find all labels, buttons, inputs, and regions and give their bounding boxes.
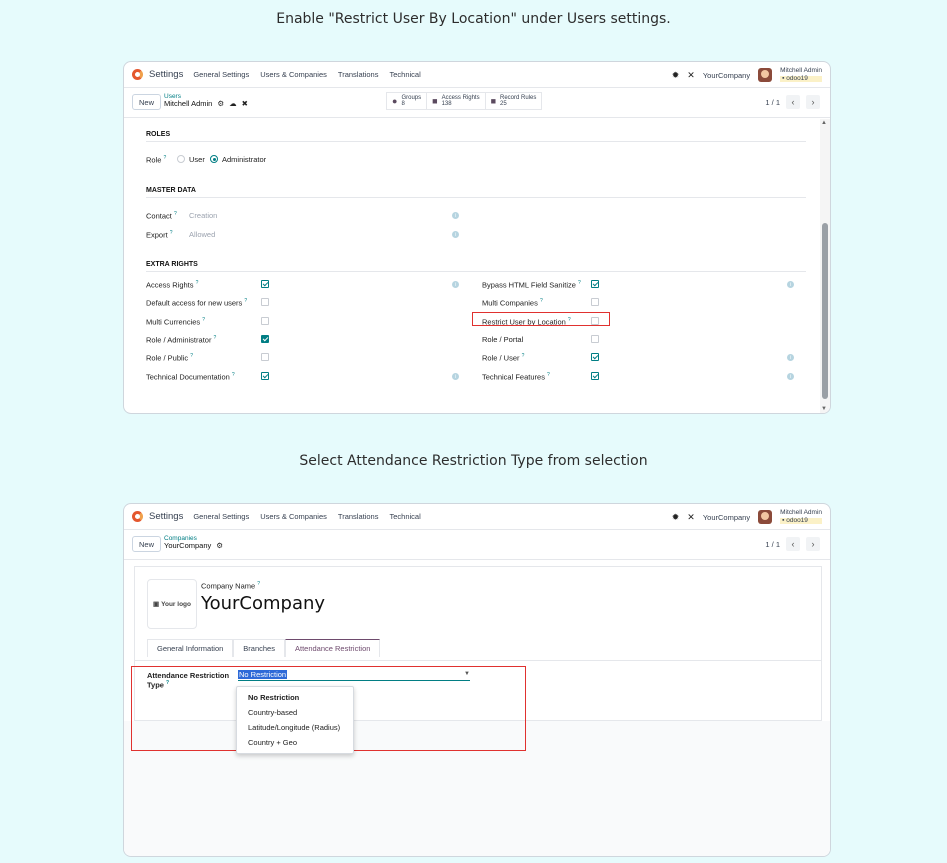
database-name: odoo19 — [786, 516, 808, 524]
section-divider — [146, 141, 806, 142]
restrict-user-by-location-label-text: Restrict User by Location — [482, 317, 566, 327]
smart-buttons — [386, 92, 542, 110]
technical-features-label-text: Technical Features — [482, 372, 545, 382]
tab-general-information[interactable]: General Information — [147, 639, 233, 657]
section-master-data-title: MASTER DATA — [146, 187, 196, 194]
technical-features-checkbox[interactable] — [591, 372, 599, 380]
access-rights-button[interactable] — [427, 93, 485, 109]
access-rights-checkbox[interactable] — [261, 280, 269, 288]
lock-icon: ■ — [432, 96, 438, 106]
avatar[interactable] — [758, 510, 772, 524]
navbar — [124, 504, 830, 530]
stat-label: Access Rights — [441, 95, 480, 101]
attendance-restriction-label-line1: Attendance Restriction — [147, 671, 230, 680]
company-switcher[interactable]: YourCompany — [702, 512, 751, 522]
control-panel — [124, 530, 830, 560]
logo-placeholder-text: Your logo — [161, 600, 191, 608]
role-administrator-right-label-text: Role / Administrator — [146, 335, 212, 345]
scrollbar-thumb[interactable] — [822, 223, 828, 399]
scroll-up-arrow-icon[interactable]: ▲ — [821, 120, 827, 126]
menu-translations[interactable]: Translations — [337, 70, 379, 79]
tools-icon[interactable]: ✕ — [687, 511, 695, 522]
role-portal-label: Role / Portal — [482, 335, 524, 344]
export-label-text: Export — [146, 230, 168, 240]
multi-companies-checkbox[interactable] — [591, 298, 599, 306]
help-icon[interactable]: ? — [169, 230, 173, 236]
help-icon[interactable]: ? — [202, 317, 206, 323]
stat-label: Record Rules — [500, 95, 537, 101]
attendance-restriction-dropdown — [236, 686, 354, 754]
pager-previous-button[interactable]: ‹ — [786, 95, 800, 109]
section-divider — [146, 271, 806, 272]
section-divider — [146, 197, 806, 198]
attendance-restriction-label-line2: Type — [147, 680, 164, 690]
pager-next-button[interactable]: › — [806, 537, 820, 551]
tab-attendance-restriction[interactable]: Attendance Restriction — [285, 639, 380, 657]
option-country-geo[interactable]: Country + Geo — [248, 738, 297, 747]
company-switcher[interactable]: YourCompany — [702, 70, 751, 80]
section-extra-rights-title: EXTRA RIGHTS — [146, 261, 198, 268]
record-rules-button[interactable] — [486, 93, 542, 109]
role-public-label-text: Role / Public — [146, 353, 189, 363]
control-panel — [124, 88, 830, 118]
access-rights-label-text: Access Rights — [146, 280, 194, 290]
screenshot-company-settings — [123, 503, 831, 857]
cloud-upload-icon[interactable]: ☁ — [229, 99, 237, 109]
pager-value[interactable]: 1 / 1 — [765, 539, 780, 549]
role-public-checkbox[interactable] — [261, 353, 269, 361]
option-no-restriction[interactable]: No Restriction — [248, 693, 300, 702]
info-icon[interactable]: i — [787, 281, 794, 288]
notebook-tabs — [147, 639, 380, 657]
menu-general-settings[interactable]: General Settings — [193, 70, 250, 79]
menu-general-settings[interactable]: General Settings — [193, 512, 250, 521]
menu-users-companies[interactable]: Users & Companies — [260, 512, 327, 521]
stat-value: 138 — [441, 101, 452, 107]
menu-technical[interactable]: Technical — [389, 512, 421, 521]
info-icon[interactable]: i — [452, 212, 459, 219]
role-label — [146, 155, 166, 165]
discard-icon[interactable]: ✖ — [241, 99, 248, 109]
scrollbar[interactable] — [820, 119, 830, 413]
help-icon[interactable]: ? — [257, 581, 261, 587]
database-name: odoo19 — [786, 74, 808, 82]
database-badge: ▪ odoo19 — [780, 76, 822, 83]
breadcrumb-companies[interactable]: Companies — [164, 535, 197, 542]
role-portal-checkbox[interactable] — [591, 335, 599, 343]
help-icon[interactable]: ? — [521, 353, 525, 359]
access-rights-label — [146, 280, 198, 290]
scroll-down-arrow-icon[interactable]: ▼ — [821, 406, 827, 412]
info-icon[interactable]: i — [452, 373, 459, 380]
multi-companies-label-text: Multi Companies — [482, 298, 538, 308]
breadcrumb-users[interactable]: Users — [164, 93, 181, 100]
help-icon[interactable]: ? — [578, 280, 581, 286]
role-user-label[interactable]: User — [189, 155, 205, 164]
users-icon: ● — [392, 96, 398, 106]
role-user-radio[interactable] — [177, 155, 185, 163]
help-icon[interactable]: ? — [231, 372, 235, 378]
company-name-label-text: Company Name — [201, 581, 256, 591]
caption-top: Enable "Restrict User By Location" under Users settings. — [276, 11, 671, 27]
menu-translations[interactable]: Translations — [337, 512, 379, 521]
role-public-label — [146, 353, 193, 363]
bypass-html-label-text: Bypass HTML Field Sanitize — [482, 280, 576, 290]
technical-documentation-label-text: Technical Documentation — [146, 372, 230, 382]
breadcrumb-current: YourCompany — [164, 541, 212, 551]
stat-value: 8 — [401, 101, 405, 107]
multi-currencies-label-text: Multi Currencies — [146, 317, 201, 327]
role-administrator-right-label — [146, 335, 216, 345]
breadcrumb — [164, 93, 248, 108]
section-roles-title: ROLES — [146, 131, 171, 138]
pager — [765, 95, 820, 109]
stat-label: Groups — [401, 95, 422, 101]
chevron-down-icon[interactable]: ▼ — [464, 671, 470, 677]
tools-icon[interactable]: ✕ — [687, 69, 695, 80]
company-name-label — [201, 581, 260, 591]
company-logo-upload[interactable] — [147, 579, 197, 629]
breadcrumb — [164, 535, 223, 550]
bypass-html-label — [482, 280, 581, 290]
role-administrator-radio[interactable] — [210, 155, 218, 163]
role-administrator-checkbox[interactable] — [261, 335, 269, 343]
multi-companies-label — [482, 298, 543, 308]
help-icon[interactable]: ? — [244, 298, 248, 304]
contact-select[interactable]: Creation — [189, 211, 218, 220]
tabs-divider — [135, 660, 821, 661]
lock-icon: ■ — [490, 96, 497, 106]
database-badge: ▪ odoo19 — [780, 518, 822, 525]
navbar — [124, 62, 830, 88]
caption-middle: Select Attendance Restriction Type from selection — [299, 453, 648, 469]
new-button[interactable]: New — [132, 94, 161, 110]
info-icon[interactable]: i — [787, 354, 794, 361]
help-icon[interactable]: ? — [173, 211, 177, 217]
help-icon[interactable]: ? — [190, 353, 193, 359]
role-user-right-label-text: Role / User — [482, 353, 520, 363]
form-sheet — [124, 119, 820, 413]
option-latitude-longitude[interactable]: Latitude/Longitude (Radius) — [248, 723, 341, 732]
info-icon[interactable]: i — [452, 231, 459, 238]
technical-documentation-checkbox[interactable] — [261, 372, 269, 380]
odoo-logo-icon[interactable] — [132, 69, 143, 80]
option-country-based[interactable]: Country-based — [248, 708, 298, 717]
contact-label-text: Contact — [146, 211, 172, 221]
export-select[interactable]: Allowed — [189, 230, 216, 239]
info-icon[interactable]: i — [452, 281, 459, 288]
user-name[interactable]: Mitchell Admin — [780, 66, 822, 74]
technical-features-label — [482, 372, 550, 382]
breadcrumb-current: Mitchell Admin — [164, 99, 213, 109]
technical-documentation-label — [146, 372, 235, 382]
pager-next-button[interactable]: › — [806, 95, 820, 109]
user-name[interactable]: Mitchell Admin — [780, 508, 822, 516]
highlight-restrict-user-by-location — [472, 312, 610, 326]
help-icon[interactable]: ? — [163, 155, 167, 161]
info-icon[interactable]: i — [787, 373, 794, 380]
gear-icon[interactable]: ⚙ — [216, 541, 223, 551]
default-access-label-text: Default access for new users — [146, 298, 243, 308]
selected-value: No Restriction — [239, 670, 287, 679]
image-icon: ▣ — [152, 601, 160, 608]
app-name[interactable]: Settings — [149, 511, 184, 522]
multi-currencies-label — [146, 317, 205, 327]
help-icon[interactable]: ? — [213, 335, 217, 341]
role-administrator-label[interactable]: Administrator — [222, 155, 267, 164]
bug-icon[interactable]: ✹ — [671, 511, 680, 522]
tab-branches[interactable]: Branches — [233, 639, 285, 657]
app-name[interactable]: Settings — [149, 69, 184, 80]
multi-currencies-checkbox[interactable] — [261, 317, 269, 325]
help-icon[interactable]: ? — [539, 298, 543, 304]
role-user-right-label — [482, 353, 524, 363]
default-access-label — [146, 298, 247, 308]
bypass-html-checkbox[interactable] — [591, 280, 599, 288]
help-icon[interactable]: ? — [567, 317, 571, 323]
default-access-checkbox[interactable] — [261, 298, 269, 306]
new-button[interactable]: New — [132, 536, 161, 552]
help-icon[interactable]: ? — [166, 680, 170, 686]
pager-previous-button[interactable]: ‹ — [786, 537, 800, 551]
pager — [765, 537, 820, 551]
bug-icon[interactable]: ✹ — [671, 69, 680, 80]
export-label — [146, 230, 173, 240]
contact-label — [146, 211, 177, 221]
help-icon[interactable]: ? — [195, 280, 199, 286]
stat-value: 25 — [500, 101, 507, 107]
role-label-text: Role — [146, 155, 162, 165]
company-name-input[interactable]: YourCompany — [201, 593, 326, 614]
menu-users-companies[interactable]: Users & Companies — [260, 70, 327, 79]
pager-value[interactable]: 1 / 1 — [765, 97, 780, 107]
gear-icon[interactable]: ⚙ — [217, 99, 225, 109]
avatar[interactable] — [758, 68, 772, 82]
role-user-checkbox[interactable] — [591, 353, 599, 361]
menu-technical[interactable]: Technical — [389, 70, 421, 79]
groups-button[interactable] — [387, 93, 427, 109]
odoo-logo-icon[interactable] — [132, 511, 143, 522]
screenshot-user-settings — [123, 61, 831, 414]
help-icon[interactable]: ? — [547, 372, 550, 378]
